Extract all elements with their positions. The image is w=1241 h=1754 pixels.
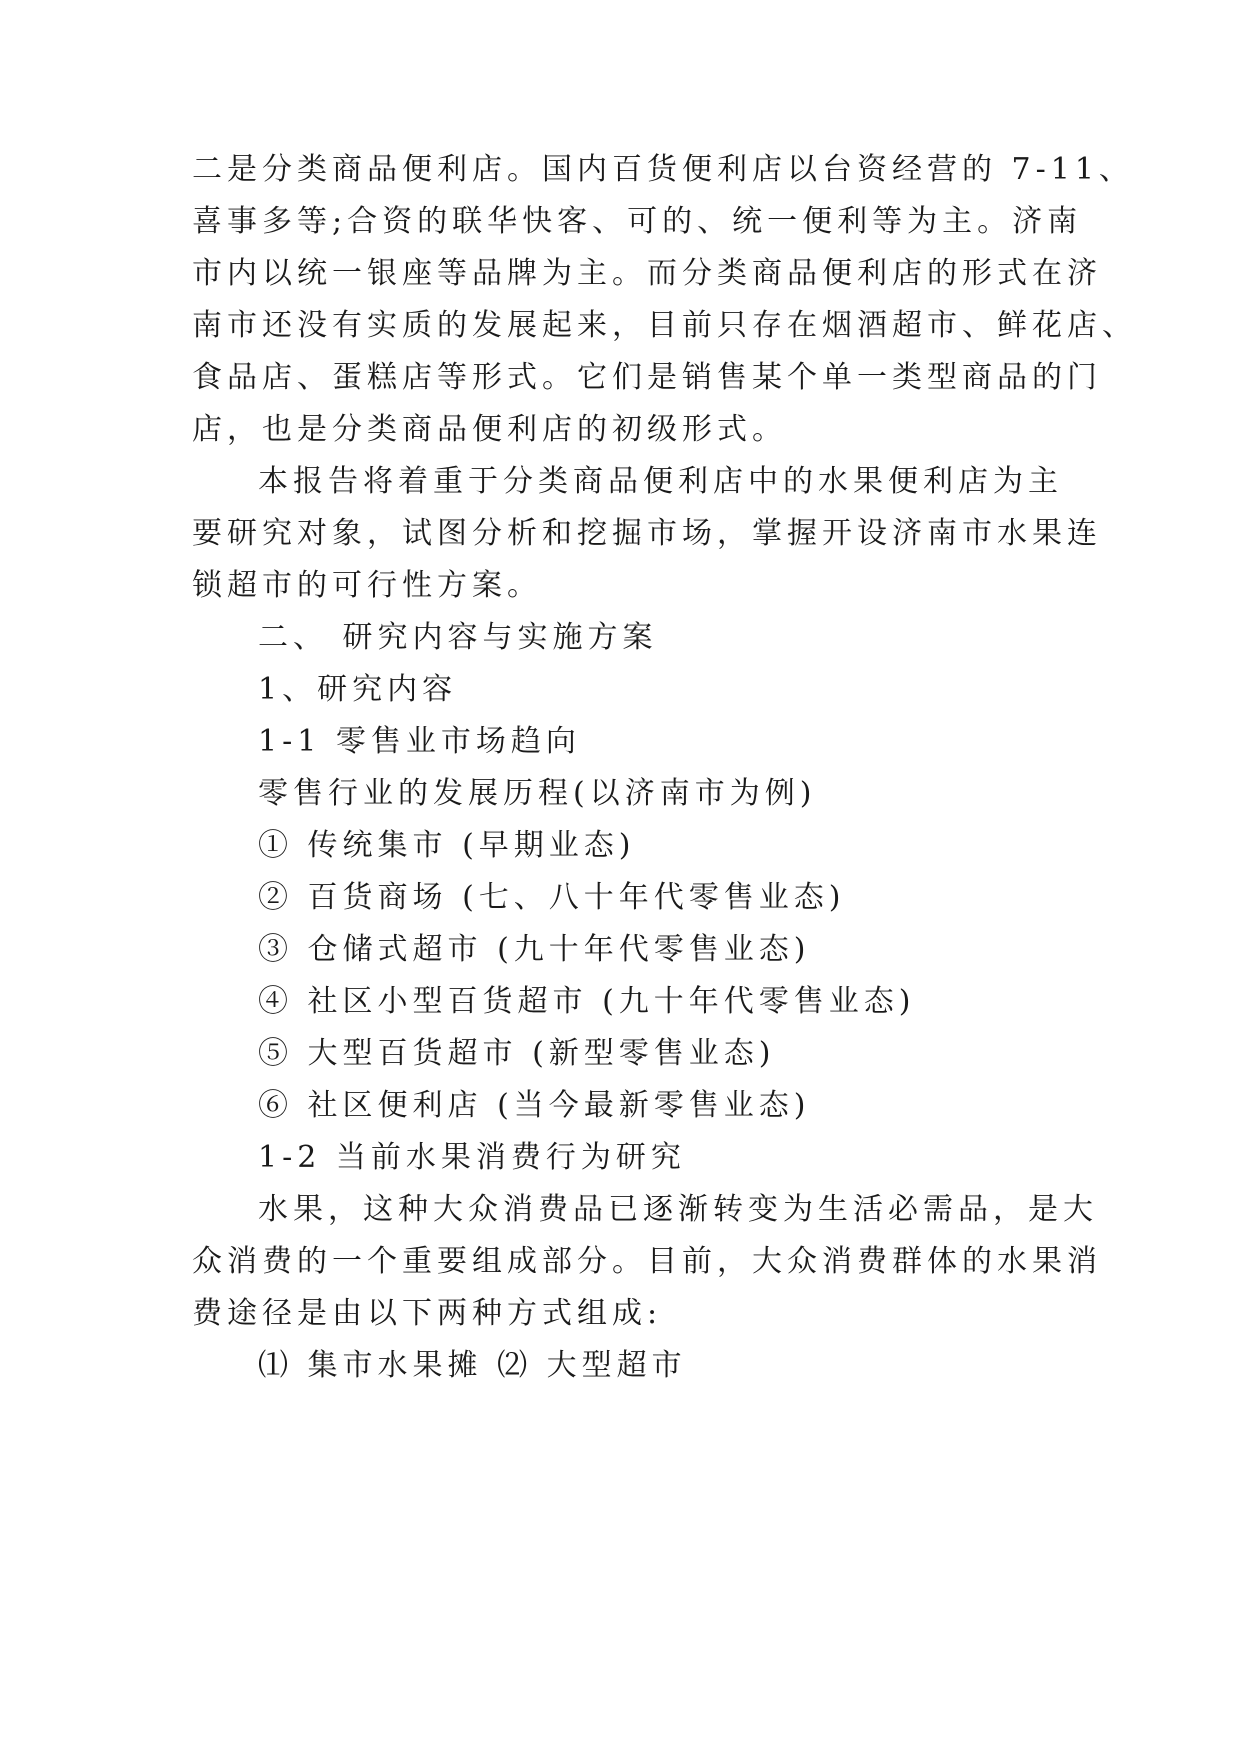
history-intro: 零售行业的发展历程(以济南市为例) xyxy=(258,776,817,811)
paragraph-line: 费途径是由以下两种方式组成: xyxy=(192,1296,663,1331)
list-item: ① 传统集市 (早期业态) xyxy=(258,828,636,863)
list-item: ⑥ 社区便利店 (当今最新零售业态) xyxy=(258,1088,811,1123)
paragraph-line: 二是分类商品便利店。国内百货便利店以台资经营的 7-11、 xyxy=(192,152,1134,187)
paragraph-line: 喜事多等;合资的联华快客、可的、统一便利等为主。济南 xyxy=(192,204,1083,239)
subsection-heading: 1-2 当前水果消费行为研究 xyxy=(258,1140,686,1175)
paragraph-line: 店，也是分类商品便利店的初级形式。 xyxy=(192,412,787,447)
paragraph-line: 要研究对象，试图分析和挖掘市场，掌握开设济南市水果连 xyxy=(192,516,1102,551)
list-item: ② 百货商场 (七、八十年代零售业态) xyxy=(258,880,846,915)
subsection-heading: 1、研究内容 xyxy=(258,672,458,707)
section-heading: 二、 研究内容与实施方案 xyxy=(258,620,658,655)
paragraph-line: 本报告将着重于分类商品便利店中的水果便利店为主 xyxy=(258,464,1063,499)
paragraph-line: 水果，这种大众消费品已逐渐转变为生活必需品，是大 xyxy=(258,1192,1098,1227)
paragraph-line: 市内以统一银座等品牌为主。而分类商品便利店的形式在济 xyxy=(192,256,1102,291)
paragraph-line: 众消费的一个重要组成部分。目前，大众消费群体的水果消 xyxy=(192,1244,1102,1279)
list-item: ⑤ 大型百货超市 (新型零售业态) xyxy=(258,1036,776,1071)
paragraph-line: 锁超市的可行性方案。 xyxy=(192,568,542,603)
subsection-heading: 1-1 零售业市场趋向 xyxy=(258,724,581,759)
list-item: ③ 仓储式超市 (九十年代零售业态) xyxy=(258,932,811,967)
channels-line: ⑴ 集市水果摊 ⑵ 大型超市 xyxy=(258,1348,687,1383)
paragraph-line: 南市还没有实质的发展起来，目前只存在烟酒超市、鲜花店、 xyxy=(192,308,1137,343)
list-item: ④ 社区小型百货超市 (九十年代零售业态) xyxy=(258,984,916,1019)
paragraph-line: 食品店、蛋糕店等形式。它们是销售某个单一类型商品的门 xyxy=(192,360,1102,395)
